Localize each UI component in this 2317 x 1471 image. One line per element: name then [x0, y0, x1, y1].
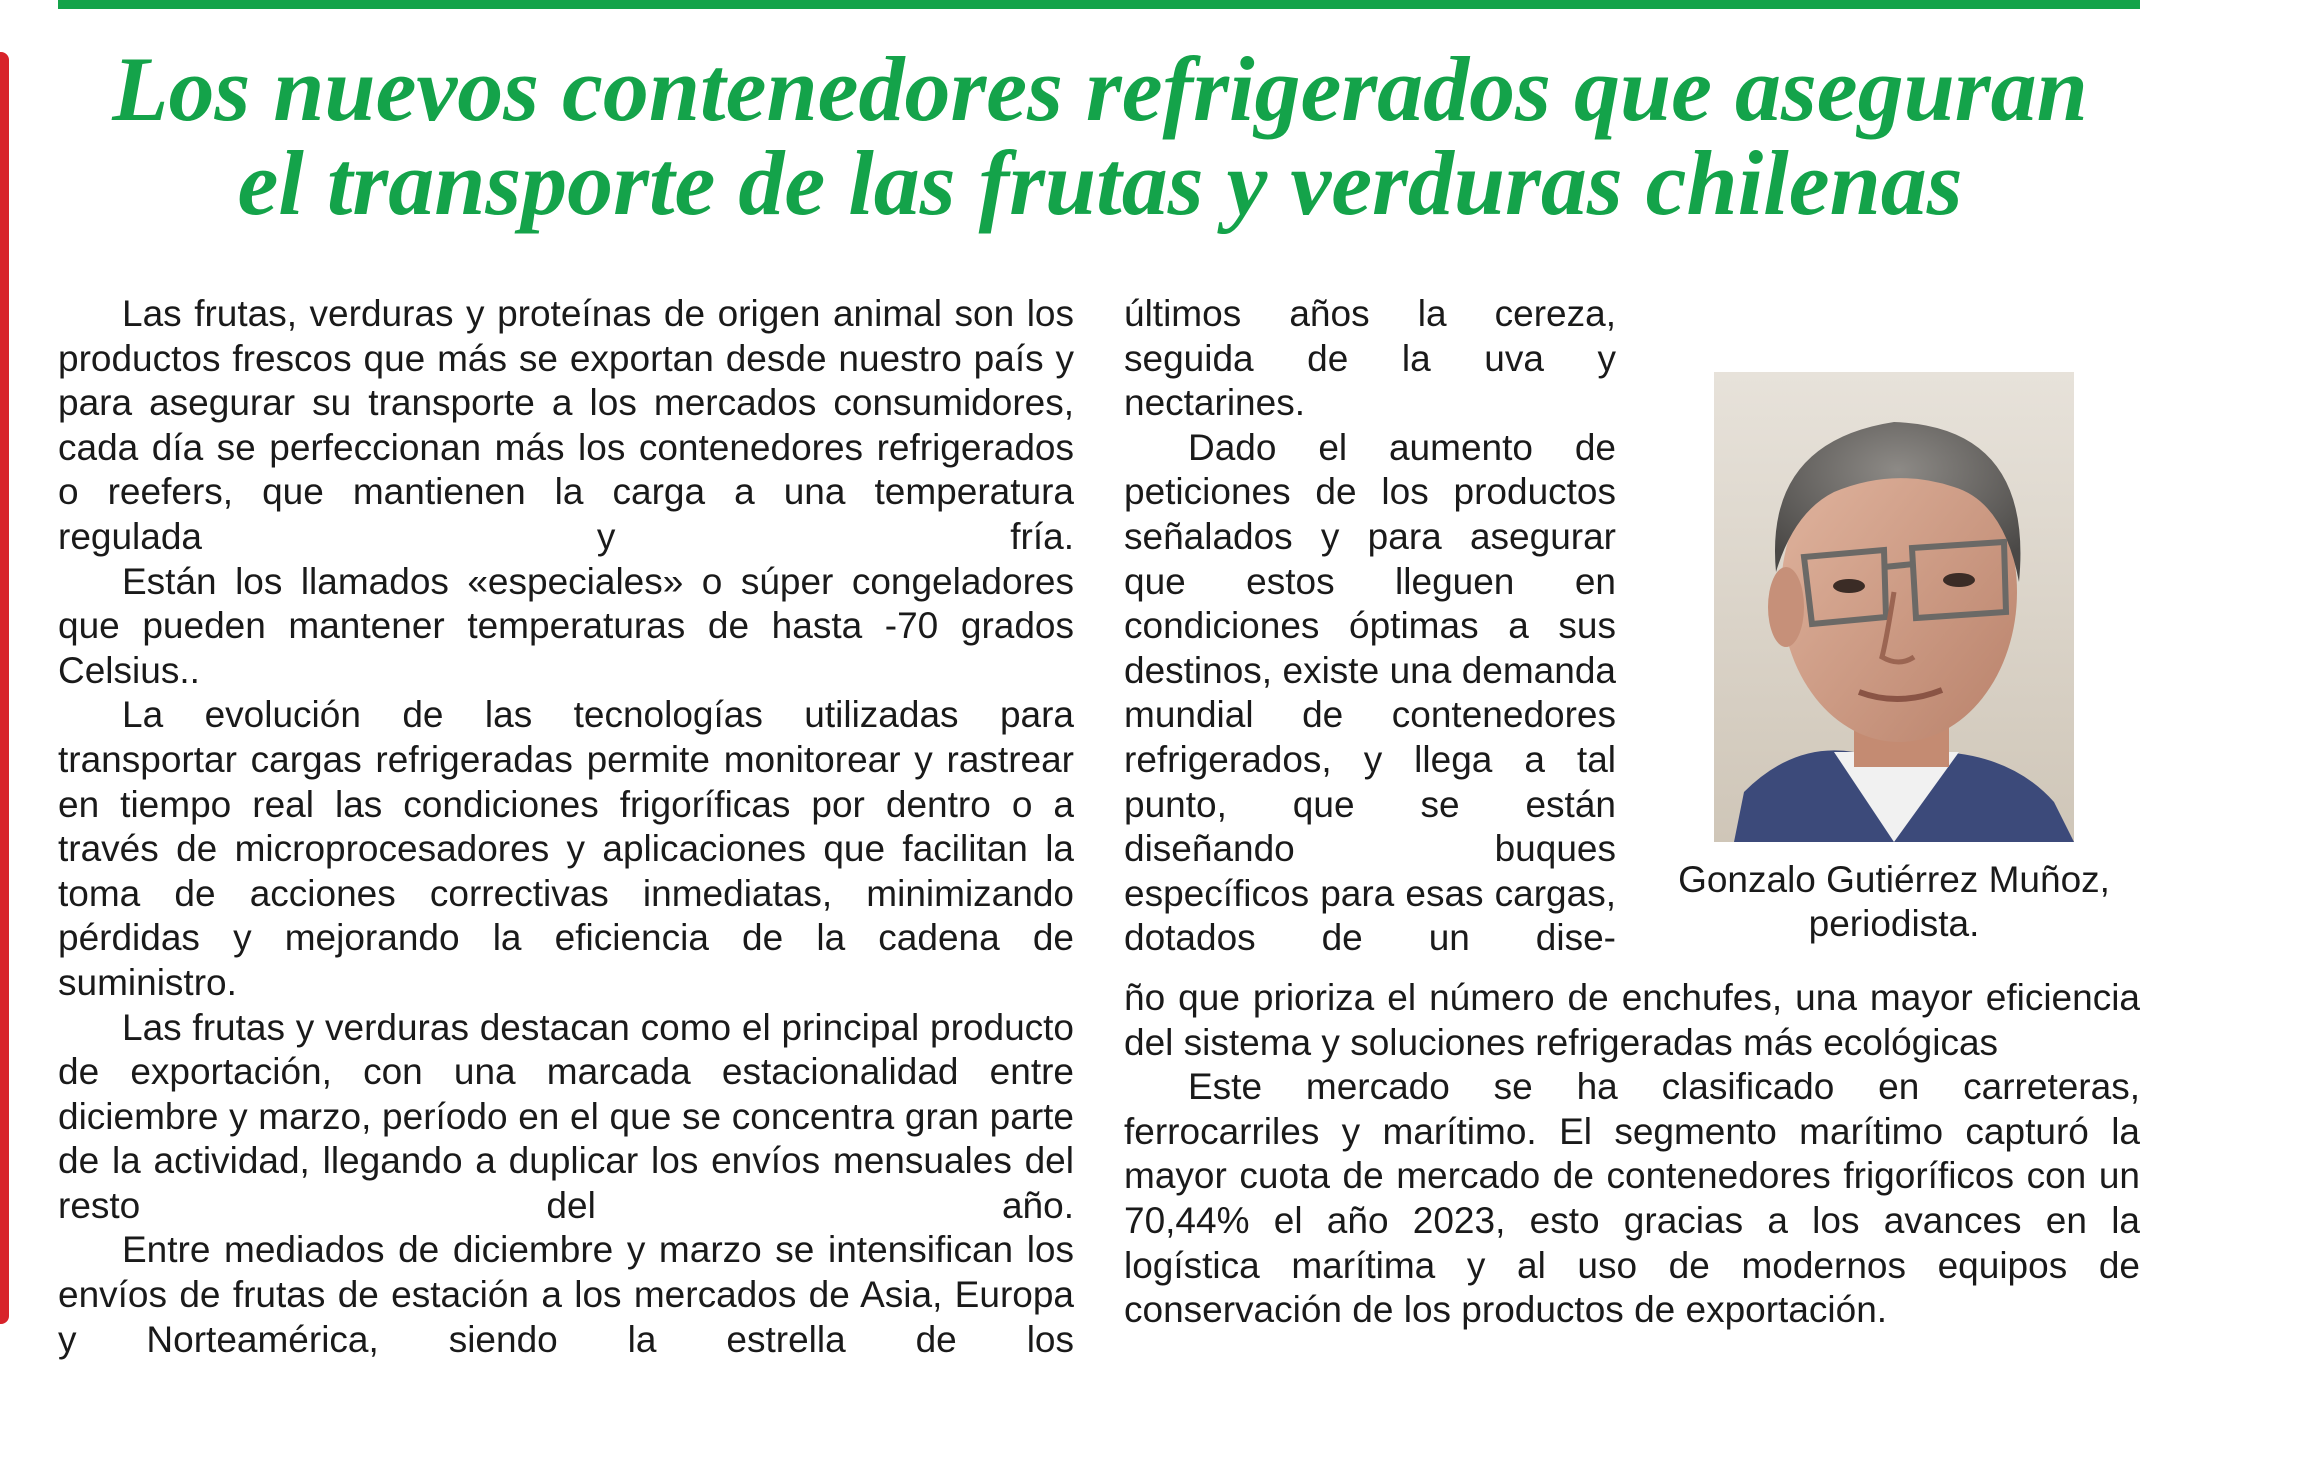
author-photo [1714, 372, 2074, 842]
paragraph: Están los llamados «especiales» o súper congeladores que pueden mantener temperaturas de hasta -70 grados Celsius.. [58, 560, 1074, 691]
article-column-right [1124, 976, 2140, 1333]
top-rule [58, 0, 2140, 9]
paragraph-continued: últimos años la cereza, seguida de la uva y nectarines. [1124, 293, 1616, 424]
portrait-illustration [1714, 372, 2074, 842]
headline [40, 38, 2160, 234]
page-edge-strip [0, 52, 9, 1324]
photo-caption [1646, 858, 2142, 946]
headline-line-2: el transporte de las frutas y verduras chilenas [237, 132, 1963, 234]
paragraph: Este mercado se ha clasificado en carreteras, ferrocarriles y marítimo. El segmento marítimo capturó la mayor cuota de mercado de contenedores frigoríficos con un 70,44% el año 2023, esto gracias a los avances en la logística marítima y al uso de modernos equipos de conservación de los productos de exportación. [1124, 1066, 2140, 1331]
caption-role: periodista. [1808, 903, 1980, 944]
headline-line-1: Los nuevos contenedores refrigerados que aseguran [112, 38, 2088, 140]
article-column-middle [1124, 292, 1616, 961]
paragraph: La evolución de las tecnologías utilizadas para transportar cargas refrigeradas permite monitorear y rastrear en tiempo real las condiciones frigoríficas por dentro o a través de microprocesadores y aplicaciones que facilitan la toma de acciones correctivas inmediatas, minimizando pérdidas y mejorando la eficiencia de la cadena de suministro. [58, 694, 1074, 1003]
paragraph-continued: ño que prioriza el número de enchufes, una mayor eficiencia del sistema y soluciones refrigeradas más ecológicas [1124, 977, 2140, 1063]
paragraph: Las frutas y verduras destacan como el principal producto de exportación, con una marcada estacionalidad entre diciembre y marzo, período en el que se concentra gran parte de la actividad, llegando a duplicar los envíos mensuales del resto del año. [58, 1006, 1074, 1226]
paragraph: Las frutas, verduras y proteínas de origen animal son los productos frescos que más se exportan desde nuestro país y para asegurar su transporte a los mercados consumidores, cada día se perfeccionan más los contenedores refrigerados o reefers, que mantienen la carga a una temperatura regulada y fría. [58, 293, 1074, 557]
caption-name: Gonzalo Gutiérrez Muñoz, [1678, 859, 2110, 900]
article-column-left [58, 292, 1074, 1362]
paragraph: Entre mediados de diciembre y marzo se intensifican los envíos de frutas de estación a los mercados de Asia, Europa y Norteamérica, siendo la estrella de los [58, 1229, 1074, 1360]
paragraph: Dado el aumento de peticiones de los productos señalados y para asegurar que estos lleguen en condiciones óptimas a sus destinos, existe una demanda mundial de contenedores refrigerados, y llega a tal punto, que se están diseñando buques específicos para esas cargas, dotados de un dise- [1124, 426, 1616, 959]
